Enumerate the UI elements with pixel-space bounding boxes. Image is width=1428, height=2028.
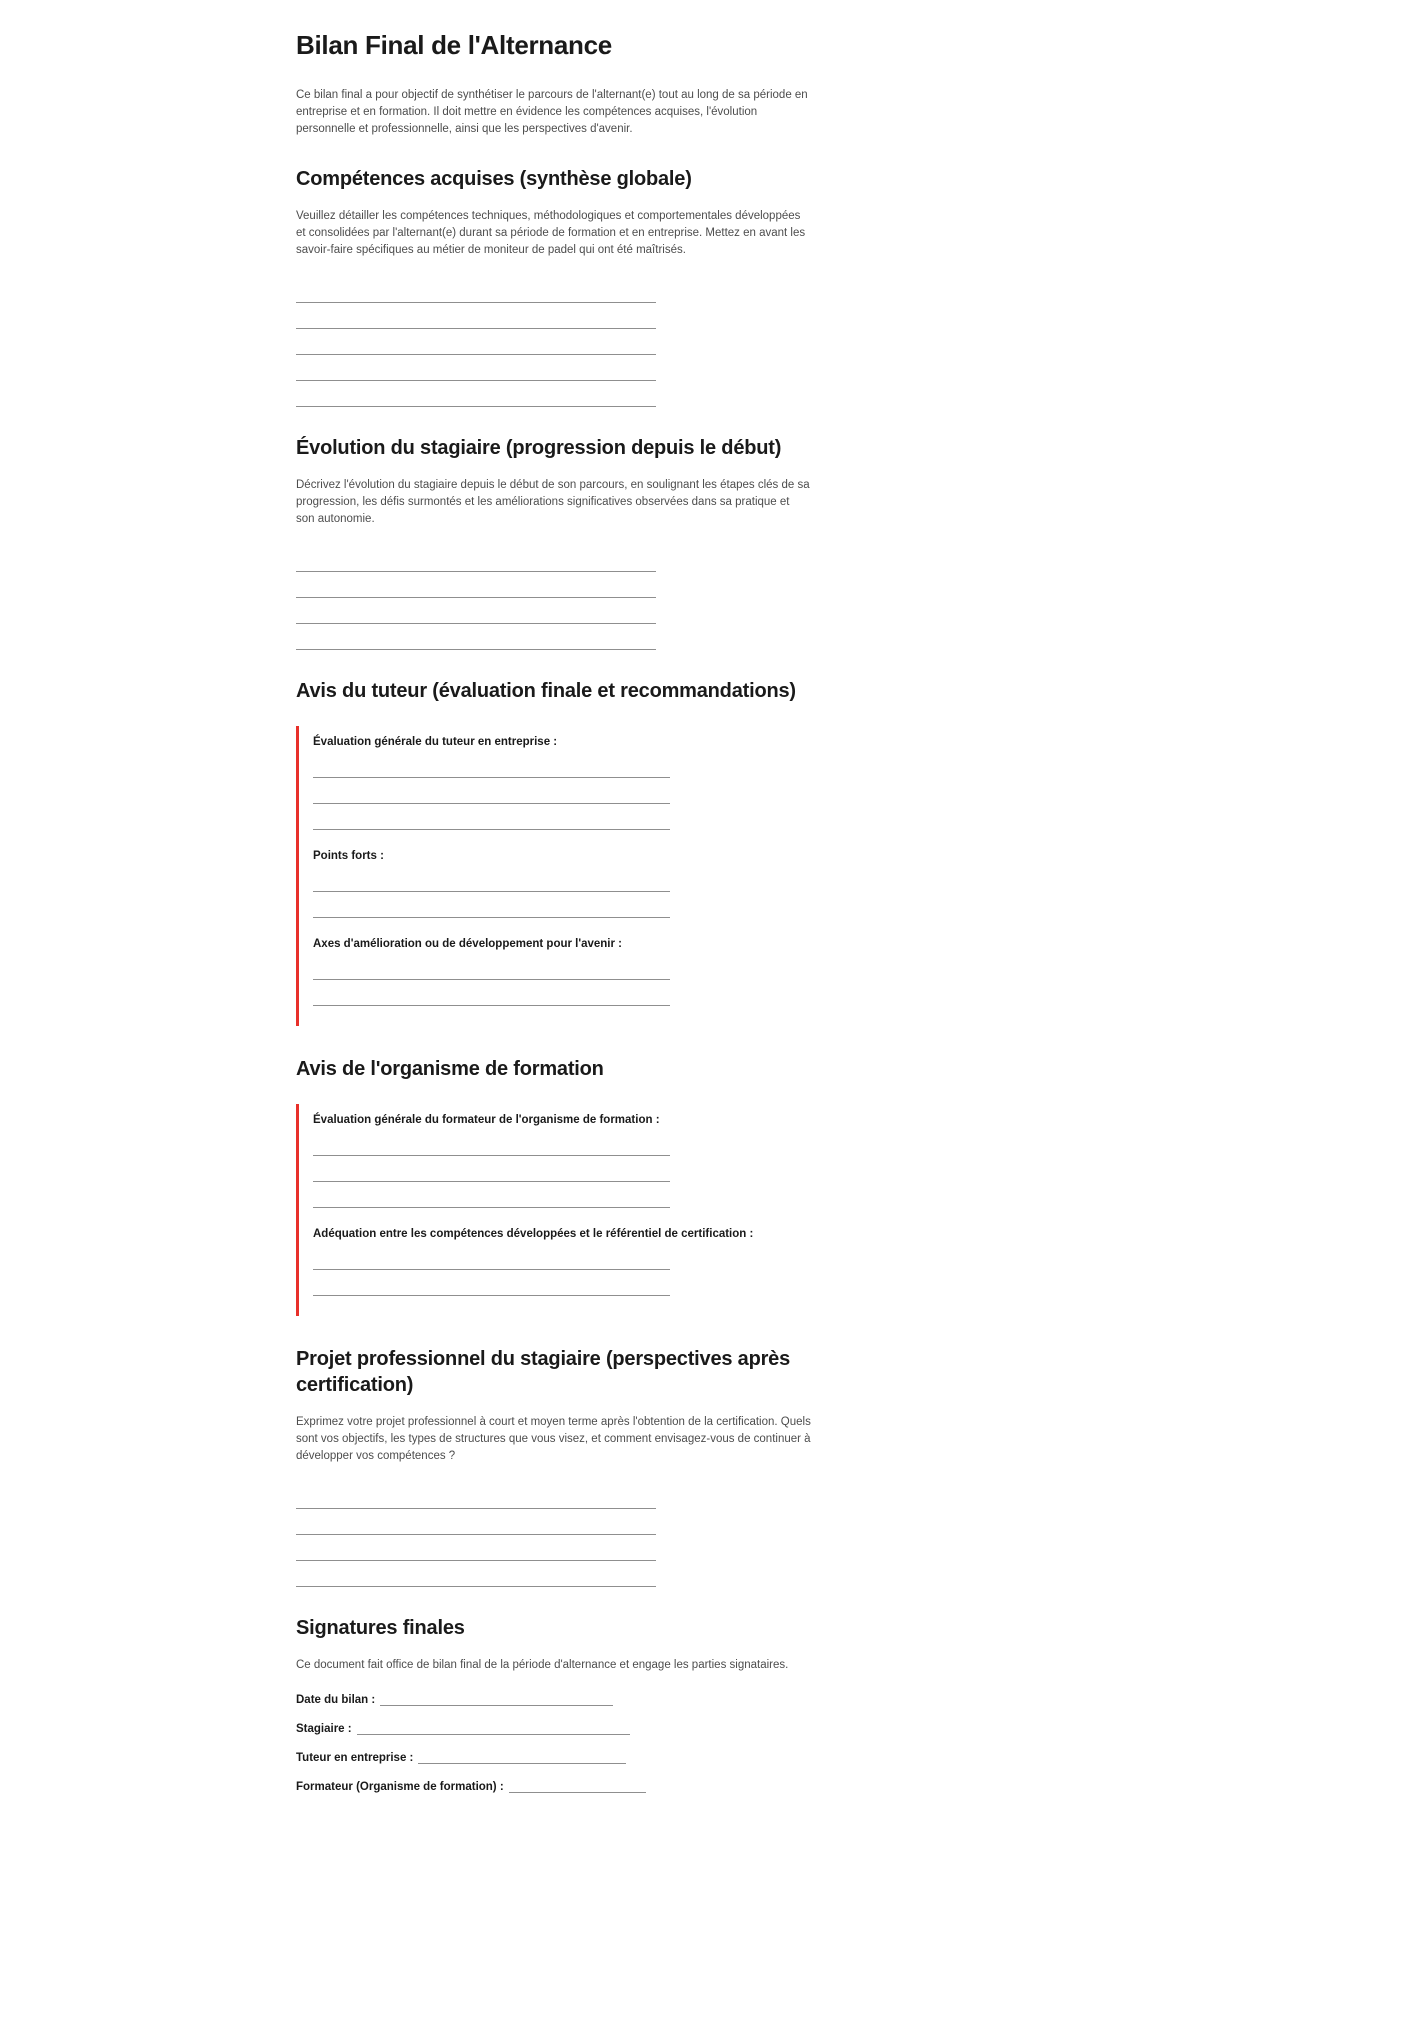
write-lines <box>313 1244 811 1296</box>
section-heading: Projet professionnel du stagiaire (perspectives après certification) <box>296 1348 791 1397</box>
blank-write-line <box>296 546 656 572</box>
section-heading: Avis du tuteur (évaluation finale et recommandations) <box>296 680 796 703</box>
page-title: Bilan Final de l'Alternance <box>296 30 612 60</box>
section-evolution <box>296 435 811 650</box>
blank-write-line <box>313 954 670 980</box>
signature-row <box>296 1721 811 1735</box>
intro-text: Ce bilan final a pour objectif de synthétiser le parcours de l'alternant(e) tout au long de sa période en entreprise et en formation. Il doit mettre en évidence les compétences acquises, l'évolution personnelle et professionnelle, ainsi que les perspectives d'avenir. <box>296 89 808 136</box>
section-competences <box>296 166 811 407</box>
blank-write-line <box>313 1182 670 1208</box>
blank-write-line <box>296 598 656 624</box>
write-lines <box>296 546 811 650</box>
write-lines <box>296 277 811 407</box>
section-heading: Compétences acquises (synthèse globale) <box>296 168 692 191</box>
blank-write-line <box>296 624 656 650</box>
signature-line <box>357 1722 630 1735</box>
blank-write-line <box>296 1509 656 1535</box>
field-label: Axes d'amélioration ou de développement pour l'avenir : <box>313 938 623 951</box>
signature-label: Stagiaire : <box>296 1723 352 1736</box>
blank-write-line <box>313 752 670 778</box>
write-lines <box>313 752 811 830</box>
signature-line <box>380 1693 613 1706</box>
blank-write-line <box>313 1156 670 1182</box>
blank-write-line <box>313 1270 670 1296</box>
blank-write-line <box>296 277 656 303</box>
training-org-evaluation-block <box>296 1104 811 1316</box>
signature-row <box>296 1692 811 1706</box>
section-description: Ce document fait office de bilan final de la période d'alternance et engage les parties signataires. <box>296 1659 789 1672</box>
section-description: Veuillez détailler les compétences techniques, méthodologiques et comportementales développées et consolidées par l'alternant(e) durant sa période de formation et en entreprise. Mettez en avant les savoir-faire spécifiques au métier de moniteur de padel qui ont été maîtrisés. <box>296 210 806 257</box>
blank-write-line <box>313 980 670 1006</box>
blank-write-line <box>296 355 656 381</box>
section-description: Exprimez votre projet professionnel à court et moyen terme après l'obtention de la certification. Quels sont vos objectifs, les types de structures que vous visez, et comment envisagez-vous de continuer à développer vos compétences ? <box>296 1416 811 1463</box>
section-projet <box>296 1346 811 1587</box>
section-heading: Signatures finales <box>296 1617 465 1640</box>
write-lines <box>296 1483 811 1587</box>
tutor-evaluation-block <box>296 726 811 1026</box>
blank-write-line <box>296 1535 656 1561</box>
field-label: Points forts : <box>313 850 384 863</box>
signature-label: Tuteur en entreprise : <box>296 1752 414 1765</box>
write-lines <box>313 1130 811 1208</box>
blank-write-line <box>313 866 670 892</box>
blank-write-line <box>296 303 656 329</box>
blank-write-line <box>313 892 670 918</box>
signature-label: Date du bilan : <box>296 1694 376 1707</box>
field-label: Évaluation générale du tuteur en entreprise : <box>313 736 558 749</box>
field-label: Adéquation entre les compétences développées et le référentiel de certification : <box>313 1228 754 1241</box>
section-avis-tuteur <box>296 678 811 1026</box>
signature-label: Formateur (Organisme de formation) : <box>296 1781 504 1794</box>
write-lines <box>313 866 811 918</box>
signature-rows <box>296 1692 811 1793</box>
section-heading: Avis de l'organisme de formation <box>296 1058 604 1081</box>
blank-write-line <box>313 804 670 830</box>
blank-write-line <box>313 778 670 804</box>
blank-write-line <box>296 572 656 598</box>
section-avis-organisme <box>296 1056 811 1316</box>
section-signatures <box>296 1615 811 1793</box>
section-description: Décrivez l'évolution du stagiaire depuis le début de son parcours, en soulignant les étapes clés de sa progression, les défis surmontés et les améliorations significatives observées dans sa pratique et son autonomie. <box>296 479 810 526</box>
field-label: Évaluation générale du formateur de l'organisme de formation : <box>313 1114 660 1127</box>
write-lines <box>313 954 811 1006</box>
signature-line <box>509 1780 646 1793</box>
blank-write-line <box>296 1483 656 1509</box>
blank-write-line <box>313 1130 670 1156</box>
blank-write-line <box>296 1561 656 1587</box>
signature-row <box>296 1750 811 1764</box>
section-heading: Évolution du stagiaire (progression depuis le début) <box>296 437 782 460</box>
blank-write-line <box>296 329 656 355</box>
signature-line <box>418 1751 626 1764</box>
blank-write-line <box>313 1244 670 1270</box>
signature-row <box>296 1779 811 1793</box>
blank-write-line <box>296 381 656 407</box>
